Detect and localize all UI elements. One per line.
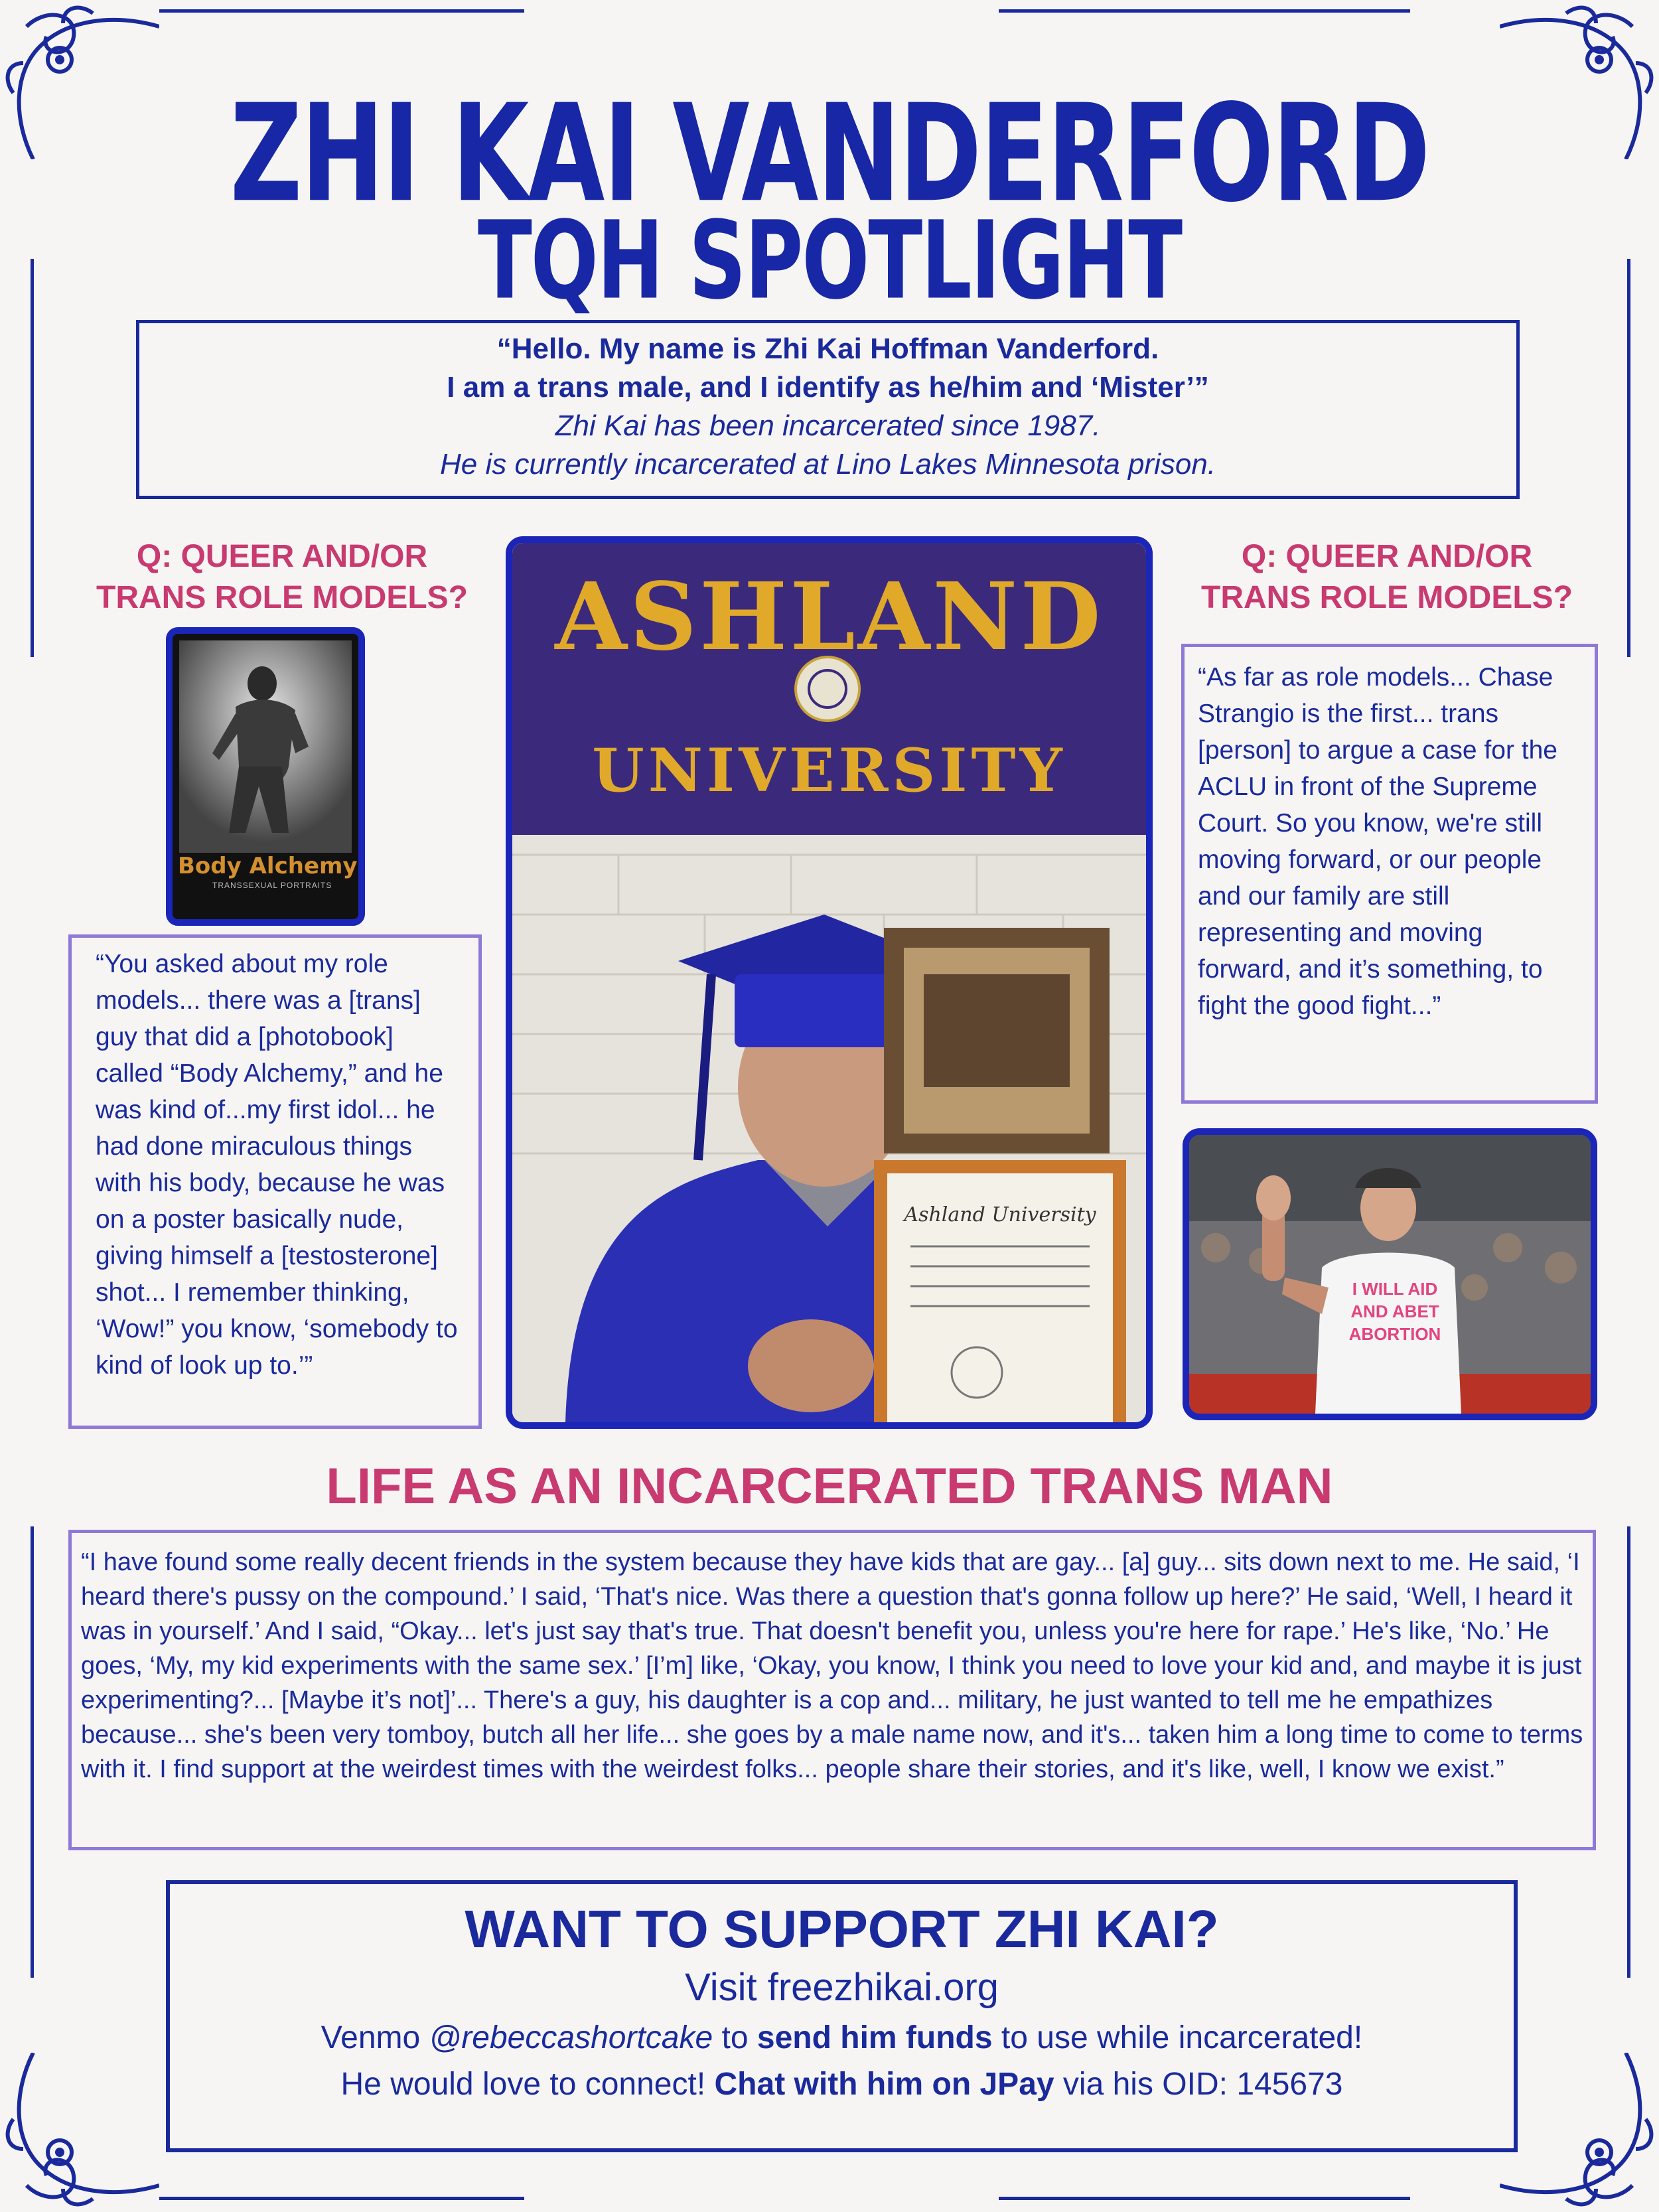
right-quote-box xyxy=(1181,644,1598,1104)
chase-strangio-photo xyxy=(1183,1128,1597,1420)
venmo-send-funds: send him funds xyxy=(757,2020,993,2055)
parade-photo-image-icon xyxy=(1189,1135,1591,1414)
graduation-photo-image-icon xyxy=(512,543,1146,1422)
frame-top-left-line xyxy=(159,9,524,13)
book-cover-title: Body Alchemy xyxy=(178,853,358,879)
intro-line-3: Zhi Kai has been incarcerated since 1987. xyxy=(555,409,1101,442)
connect-jpay[interactable]: Chat with him on JPay xyxy=(714,2067,1054,2102)
left-heading-line-2: TRANS ROLE MODELS? xyxy=(96,580,468,615)
banner-line-1: ASHLAND xyxy=(555,563,1104,672)
intro-line-4: He is currently incarcerated at Lino Lakes Minnesota prison. xyxy=(439,448,1216,480)
right-question-heading xyxy=(1168,536,1606,619)
right-quote-text: “As far as role models... Chase Strangio is the first... trans [person] to argue a case for the ACLU in front of the Supreme Court. So you know, we're still moving forward, or our people and our family are still representing and moving forward, and it’s something, to fight the good fight...” xyxy=(1198,663,1558,1020)
life-quote-text: “I have found some really decent friends in the system because they have kids that are gay... [a] guy... sits down next to me. He said, ‘I heard there's pussy on the compound.’ I said, ‘That's nice. Was there a question that's gonna follow up here?’ He said, ‘Well, I heard it was in yourself.’ And I said, “Okay... let's just say that's true. That doesn't benefit you, unless you're here for rape.’ He's like, ‘No.’ He goes, ‘My, my kid experiments with the same sex.’ [I’m] like, ‘Okay, you know, I think you need to love your kid and, and maybe it is just experimenting?... [Maybe it’s not]’... There's a guy, his daughter is a cop and... military, he just wanted to tell me he empathizes because... she's been very tomboy, butch all her life... she goes by a male name now, and it's... taken him a long time to come to terms with it. I find support at the weirdest times with the weirdest folks... people share their stories, and it's like, well, I know we exist.” xyxy=(81,1548,1583,1783)
ornament-corner-bottom-right-icon xyxy=(1500,2053,1659,2212)
support-heading: WANT TO SUPPORT ZHI KAI? xyxy=(465,1899,1219,1958)
body-alchemy-book-cover xyxy=(166,627,365,926)
left-heading-line-1: Q: QUEER AND/OR xyxy=(136,539,428,574)
frame-bottom-right-line xyxy=(999,2197,1410,2200)
support-venmo-line xyxy=(170,2014,1514,2062)
right-heading-line-2: TRANS ROLE MODELS? xyxy=(1201,580,1573,615)
venmo-handle[interactable]: @rebeccashortcake xyxy=(429,2020,713,2055)
graduation-photo xyxy=(506,536,1153,1429)
banner-line-2: UNIVERSITY xyxy=(592,735,1066,806)
shirt-text xyxy=(1329,1278,1461,1345)
intro-line-2: I am a trans male, and I identify as he/him and ‘Mister’” xyxy=(447,371,1209,404)
intro-box xyxy=(136,320,1520,499)
life-section-heading: LIFE AS AN INCARCERATED TRANS MAN xyxy=(326,1458,1333,1514)
left-quote-text: “You asked about my role models... there was a [trans] guy that did a [photobook] called “Body Alchemy,” and he was kind of...my first idol... he had done miraculous things with his body, because he was on a poster basically nude, giving himself a [testosterone] shot... I remember thinking, ‘Wow!” you know, ‘somebody to kind of look up to.’” xyxy=(96,950,458,1380)
right-heading-line-1: Q: QUEER AND/OR xyxy=(1241,539,1533,574)
life-quote-box xyxy=(68,1530,1596,1850)
connect-prefix: He would love to connect! xyxy=(340,2067,715,2102)
venmo-prefix: Venmo xyxy=(321,2020,429,2055)
frame-bottom-left-line xyxy=(159,2197,524,2200)
book-cover-subtitle: TRANSSEXUAL PORTRAITS xyxy=(212,881,332,890)
left-quote-box xyxy=(68,934,482,1429)
support-box xyxy=(166,1880,1518,2152)
ornament-corner-bottom-left-icon xyxy=(0,2053,159,2212)
intro-line-1: “Hello. My name is Zhi Kai Hoffman Vanderford. xyxy=(496,332,1159,365)
venmo-mid: to xyxy=(713,2020,757,2055)
connect-suffix: via his OID: 145673 xyxy=(1054,2067,1343,2102)
frame-right-bottom-line xyxy=(1627,1526,1630,1978)
venmo-suffix: to use while incarcerated! xyxy=(992,2020,1363,2055)
support-visit-link[interactable]: Visit freezhikai.org xyxy=(685,1966,999,2009)
frame-top-right-line xyxy=(999,9,1410,13)
support-connect-line xyxy=(170,2062,1514,2107)
page-title: ZHI KAI VANDERFORD xyxy=(230,76,1429,232)
shirt-line-1: I WILL AID xyxy=(1352,1279,1438,1299)
left-question-heading xyxy=(53,536,511,619)
shirt-line-2: AND ABET xyxy=(1350,1301,1439,1321)
shirt-line-3: ABORTION xyxy=(1348,1324,1441,1344)
page-subtitle: TQH SPOTLIGHT xyxy=(477,199,1182,324)
frame-left-bottom-line xyxy=(31,1526,34,1978)
diploma-title: Ashland University xyxy=(904,1203,1096,1226)
